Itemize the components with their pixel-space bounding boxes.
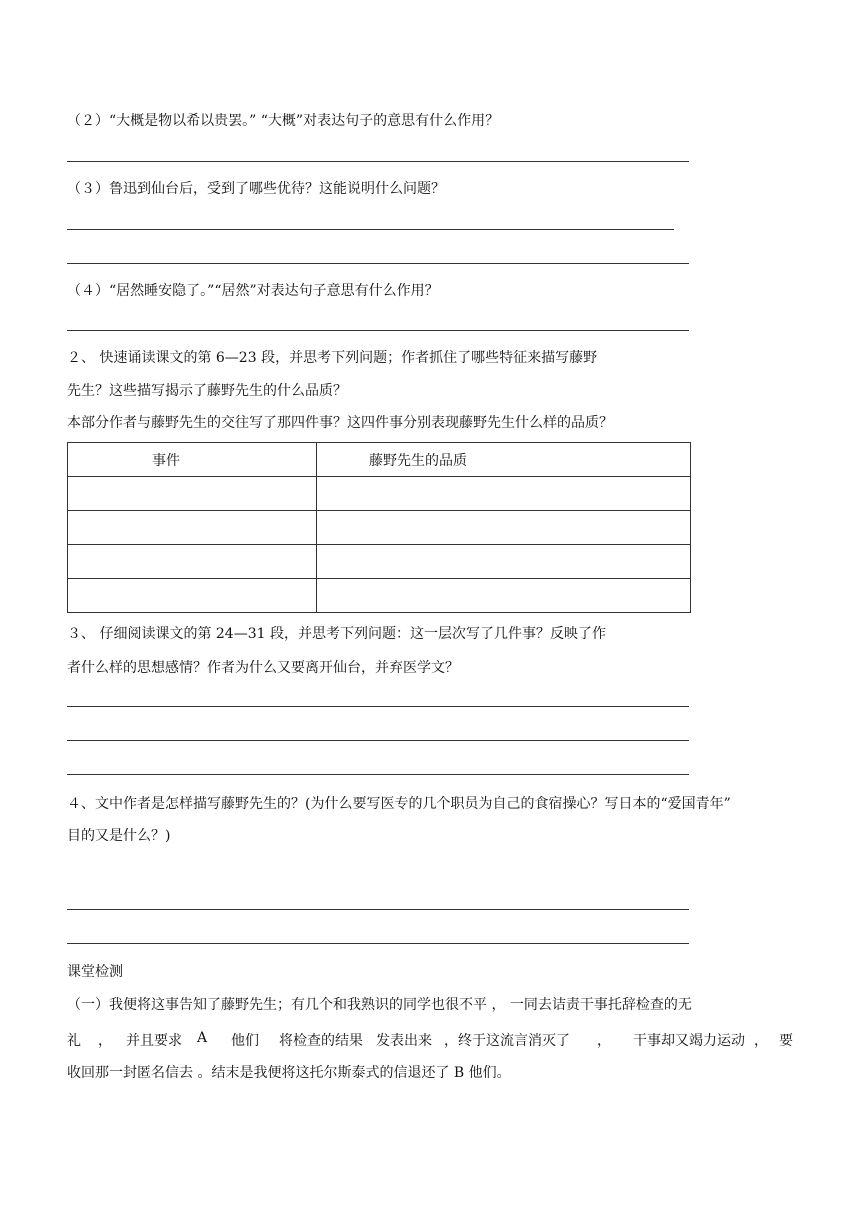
table-cell[interactable] bbox=[317, 579, 691, 613]
header-quality: 藤野先生的品质 bbox=[317, 443, 691, 477]
section-2-line-1: ２、 快速诵读课文的第 6—23 段，并思考下列问题；作者抓住了哪些特征来描写藤野 bbox=[67, 350, 598, 366]
table-cell[interactable] bbox=[317, 477, 691, 511]
section-2-line-2: 先生？这些描写揭示了藤野先生的什么品质？ bbox=[67, 383, 347, 399]
check-paragraph-line-2 bbox=[67, 1030, 793, 1048]
section-4-line-1: ４、文中作者是怎样描写藤野先生的？(为什么要写医专的几个职员为自己的食宿操心？写日本的“爱国青年” bbox=[67, 796, 731, 812]
passage-word: 将检查的结果 bbox=[279, 1033, 363, 1049]
passage-word: 干事却又竭力运动 bbox=[633, 1033, 745, 1049]
table-row bbox=[68, 579, 691, 613]
table-cell[interactable] bbox=[68, 511, 317, 545]
passage-word: ， bbox=[597, 1033, 611, 1049]
passage-word: ， bbox=[98, 1033, 112, 1049]
answer-line bbox=[67, 263, 689, 264]
passage-word: ， bbox=[754, 1033, 768, 1049]
section-4-line-2: 目的又是什么？) bbox=[67, 828, 171, 844]
section-3-line-2: 者什么样的思想感情？作者为什么又要离开仙台，并弃医学文？ bbox=[67, 660, 459, 676]
question-2: （２）“大概是物以希以贵罢。” “大概”对表达句子的意思有什么作用？ bbox=[67, 113, 500, 129]
table-row bbox=[68, 477, 691, 511]
answer-line bbox=[67, 330, 689, 331]
passage-word: A bbox=[197, 1030, 208, 1046]
check-title: 课堂检测 bbox=[67, 964, 123, 980]
answer-line bbox=[67, 740, 689, 741]
answer-line bbox=[67, 706, 689, 707]
answer-line bbox=[67, 943, 689, 944]
table-cell[interactable] bbox=[317, 511, 691, 545]
table-row bbox=[68, 545, 691, 579]
passage-word: 他们 bbox=[231, 1033, 259, 1049]
table-header-row bbox=[68, 443, 691, 477]
check-paragraph-line-1: （一）我便将这事告知了藤野先生；有几个和我熟识的同学也很不平 ， 一同去诘责干事托辞检查的无 bbox=[67, 997, 692, 1013]
table-cell[interactable] bbox=[68, 477, 317, 511]
table-cell[interactable] bbox=[317, 545, 691, 579]
section-2-line-3: 本部分作者与藤野先生的交往写了那四件事？这四件事分别表现藤野先生什么样的品质？ bbox=[67, 415, 613, 431]
table-cell[interactable] bbox=[68, 545, 317, 579]
passage-word: 发表出来 bbox=[376, 1033, 432, 1049]
check-paragraph-line-3: 收回那一封匿名信去 。结末是我便将这托尔斯泰式的信退还了 B 他们。 bbox=[67, 1065, 511, 1081]
passage-word: 并且要求 bbox=[126, 1033, 182, 1049]
table-row bbox=[68, 511, 691, 545]
passage-word: 要 bbox=[779, 1033, 793, 1049]
question-4: （４）“居然睡安隐了。”“居然”对表达句子意思有什么作用？ bbox=[67, 283, 439, 299]
passage-word: 礼 bbox=[67, 1033, 81, 1049]
answer-line bbox=[67, 909, 689, 910]
table-cell[interactable] bbox=[68, 579, 317, 613]
question-3: （３）鲁迅到仙台后，受到了哪些优待？这能说明什么问题？ bbox=[67, 181, 445, 197]
answer-line bbox=[67, 161, 689, 162]
header-event: 事件 bbox=[68, 443, 317, 477]
answer-line bbox=[67, 774, 689, 775]
events-table bbox=[67, 442, 691, 613]
passage-word: ，终于这流言消灭了 bbox=[444, 1033, 570, 1049]
answer-line bbox=[67, 229, 674, 230]
section-3-line-1: ３、 仔细阅读课文的第 24—31 段，并思考下列问题：这一层次写了几件事？反映了作 bbox=[67, 626, 606, 642]
